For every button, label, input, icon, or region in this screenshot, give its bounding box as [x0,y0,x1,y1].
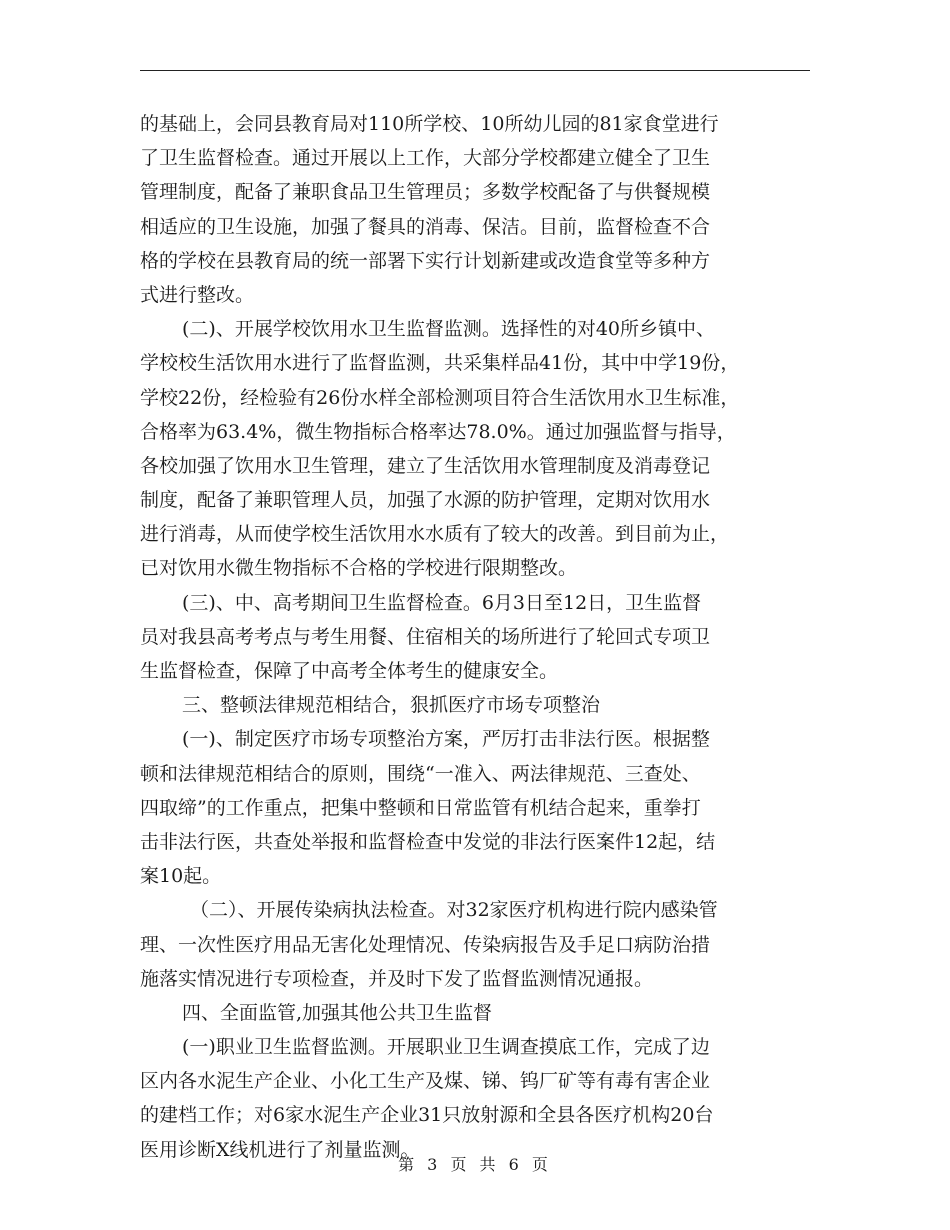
text-line: 学校校生活饮用水进行了监督监测，共采集样品41份，其中中学19份， [140,352,740,375]
text-line: 四取缔”的工作重点，把集中整顿和日常监管有机结合起来，重拳打 [140,796,701,819]
text-line: 的建档工作；对6家水泥生产企业31只放射源和全县各医疗机构20台 [140,1104,714,1127]
text-line: 各校加强了饮用水卫生管理，建立了生活饮用水管理制度及消毒登记 [140,454,711,477]
text-line: 区内各水泥生产企业、小化工生产及煤、锑、钨厂矿等有毒有害企业 [140,1070,711,1093]
header-rule [140,70,810,71]
text-line: 格的学校在县教育局的统一部署下实行计划新建或改造食堂等多种方 [140,249,711,272]
text-line: 医用诊断X线机进行了剂量监测。 [140,1138,420,1161]
text-line: 了卫生监督检查。通过开展以上工作，大部分学校都建立健全了卫生 [140,147,711,170]
text-line: 生监督检查，保障了中高考全体考生的健康安全。 [140,660,559,682]
text-line: 案10起。 [140,865,222,888]
text-line: 的基础上，会同县教育局对110所学校、10所幼儿园的81家食堂进行 [140,113,719,135]
text-line: 击非法行医，共查处举报和监督检查中发觉的非法行医案件12起，结 [140,830,716,853]
section-heading: 三、整顿法律规范相结合，狠抓医疗市场专项整治 [182,694,601,717]
paragraph-start-line: (一)职业卫生监督监测。开展职业卫生调查摸底工作，完成了边 [182,1036,710,1059]
paragraph-start-line: (一)、制定医疗市场专项整治方案，严厉打击非法行医。根据整 [182,728,710,751]
text-line: 制度，配备了兼职管理人员，加强了水源的防护管理，定期对饮用水 [140,489,711,512]
text-line: 相适应的卫生设施，加强了餐具的消毒、保洁。目前，监督检查不合 [140,215,711,238]
text-line: 已对饮用水微生物指标不合格的学校进行限期整改。 [140,557,578,580]
text-line: 式进行整改。 [140,283,255,306]
paragraph-start-line: （二）、开展传染病执法检查。对32家医疗机构进行院内感染管 [190,899,718,922]
text-line: 学校22份，经检验有26份水样全部检测项目符合生活饮用水卫生标准， [140,386,740,409]
text-line: 顿和法律规范相结合的原则，围绕“一准入、两法律规范、三查处、 [140,762,701,785]
document-body [140,107,810,1167]
section-heading: 四、全面监管,加强其他公共卫生监督 [182,1001,493,1024]
text-line: 施落实情况进行专项检查，并及时下发了监督监测情况通报。 [140,967,654,990]
page-number: 第 3 页 共 6 页 [398,1155,552,1174]
paragraph-start-line: (二)、开展学校饮用水卫生监督监测。选择性的对40所乡镇中、 [182,318,716,341]
text-line: 理、一次性医疗用品无害化处理情况、传染病报告及手足口病防治措 [140,933,711,956]
text-line: 进行消毒，从而使学校生活饮用水水质有了较大的改善。到目前为止， [140,523,730,546]
text-line: 员对我县高考考点与考生用餐、住宿相关的场所进行了轮回式专项卫 [140,625,711,648]
text-line: 管理制度，配备了兼职食品卫生管理员；多数学校配备了与供餐规模 [140,181,711,204]
paragraph-start-line: (三)、中、高考期间卫生监督检查。6月3日至12日，卫生监督 [182,591,702,614]
text-line: 合格率为63.4%，微生物指标合格率达78.0%。通过加强监督与指导， [140,420,736,443]
